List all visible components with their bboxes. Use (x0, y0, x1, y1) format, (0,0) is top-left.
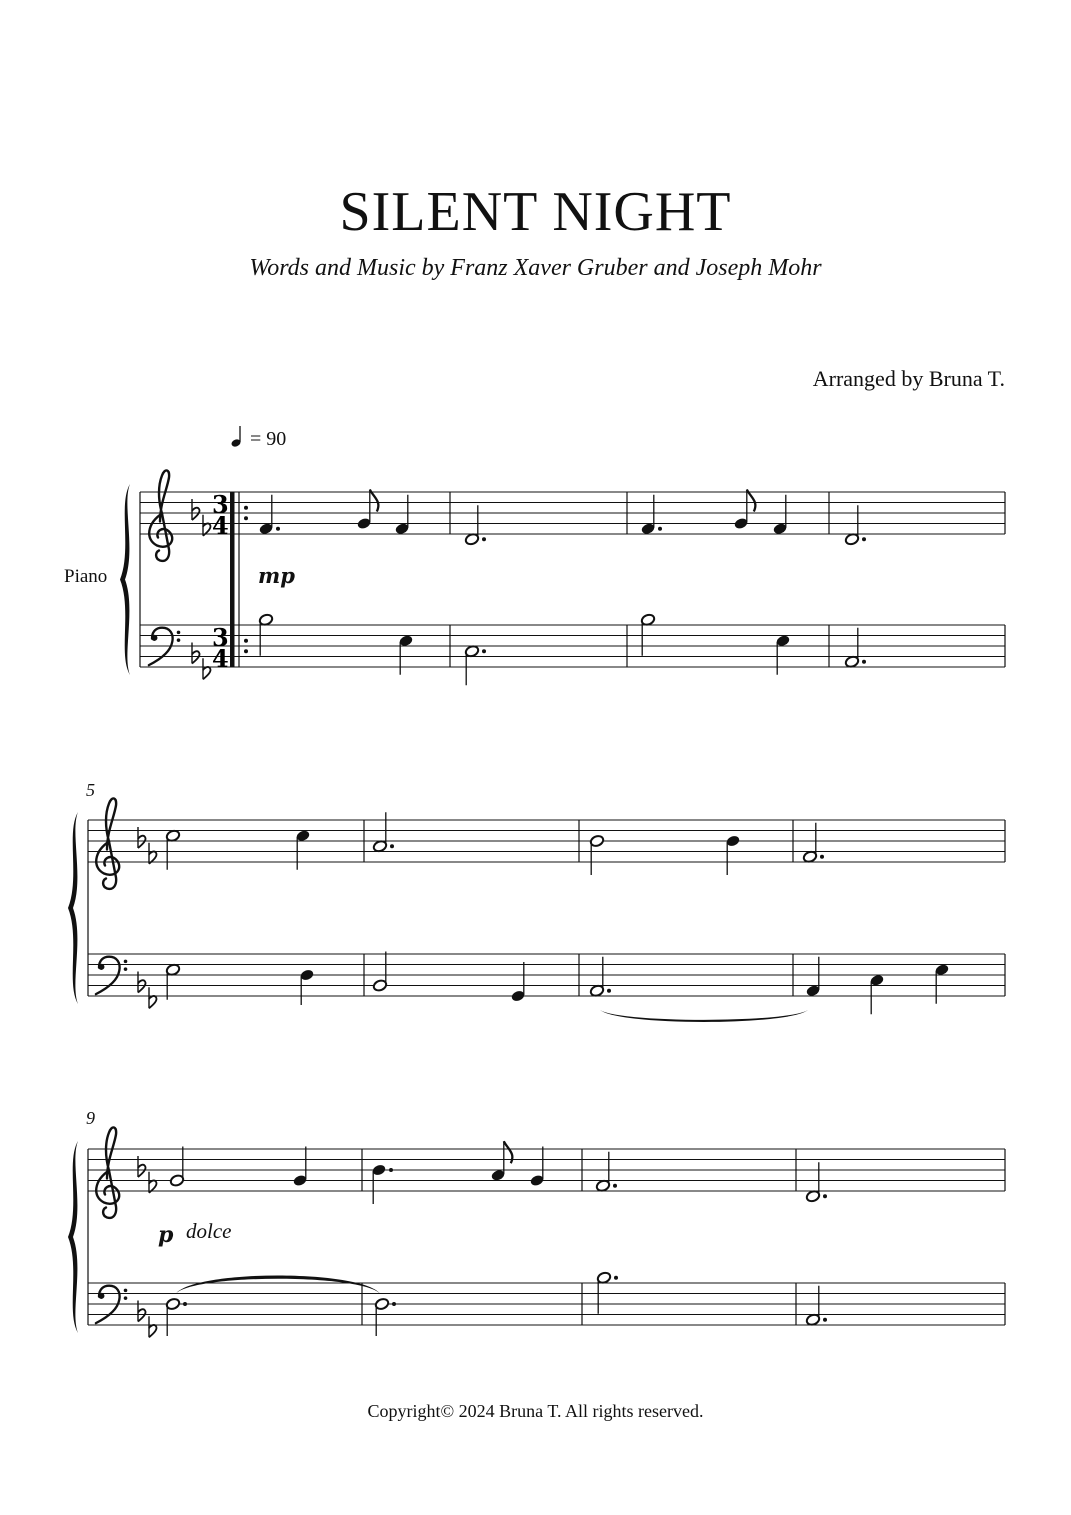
augmentation-dot (862, 660, 866, 664)
note (292, 1147, 307, 1188)
time-sig-top: 3 (212, 623, 229, 652)
note (640, 495, 662, 536)
grand-staff-brace (68, 1141, 78, 1333)
note (596, 1271, 618, 1314)
augmentation-dot (244, 506, 248, 510)
system-2 (68, 780, 1005, 1022)
augmentation-dot (389, 1168, 393, 1172)
augmentation-dot (183, 1302, 187, 1306)
page-title: SILENT NIGHT (339, 181, 732, 243)
time-sig-bottom: 4 (212, 511, 229, 540)
note (258, 613, 273, 656)
note (844, 628, 866, 669)
eighth-flag (370, 490, 379, 512)
note (165, 829, 180, 870)
augmentation-dot (244, 639, 248, 643)
note (805, 957, 820, 998)
tie (176, 1276, 380, 1294)
note (529, 1147, 544, 1188)
treble-clef-icon (96, 1127, 119, 1218)
note (725, 834, 740, 875)
augmentation-dot (276, 527, 280, 531)
note (802, 823, 824, 864)
grand-staff-brace (120, 484, 130, 675)
note (165, 1297, 187, 1336)
note (934, 963, 949, 1004)
note (775, 634, 790, 675)
augmentation-dot (390, 844, 394, 848)
augmentation-dot (482, 537, 486, 541)
grand-staff-brace (68, 812, 78, 1004)
augmentation-dot (820, 855, 824, 859)
note (640, 613, 655, 656)
note (299, 968, 314, 1005)
augmentation-dot (658, 527, 662, 531)
arranger-credit: Arranged by Bruna T. (812, 366, 1005, 391)
note (805, 1286, 827, 1327)
note (589, 957, 611, 998)
tempo-value: = 90 (250, 428, 287, 450)
copyright-notice: Copyright© 2024 Bruna T. All rights reserved. (367, 1401, 704, 1421)
key-flat-e (149, 987, 157, 1008)
augmentation-dot (244, 649, 248, 653)
note (490, 1141, 512, 1182)
note (464, 505, 486, 546)
augmentation-dot (613, 1184, 617, 1188)
system-1 (120, 470, 1005, 685)
composer-credit: Words and Music by Franz Xaver Gruber and Joseph Mohr (249, 255, 822, 281)
measure-number: 9 (86, 1108, 95, 1128)
augmentation-dot (823, 1318, 827, 1322)
note (258, 495, 280, 536)
key-flat-e (203, 658, 211, 679)
measure-number: 5 (86, 780, 95, 800)
note (165, 963, 180, 1000)
key-flat-e (149, 1172, 157, 1193)
augmentation-dot (607, 989, 611, 993)
augmentation-dot (244, 516, 248, 520)
note (374, 1297, 396, 1336)
expression-dolce: dolce (186, 1219, 232, 1243)
augmentation-dot (823, 1194, 827, 1198)
augmentation-dot (482, 649, 486, 653)
note (169, 1147, 184, 1188)
note (398, 634, 413, 675)
note (372, 952, 387, 993)
tie (600, 1010, 808, 1022)
treble-clef-icon (96, 798, 119, 889)
note (595, 1152, 617, 1193)
note (371, 1163, 393, 1204)
note (772, 495, 787, 536)
dynamic-p: p (158, 1222, 174, 1248)
note (805, 1162, 827, 1203)
note (356, 490, 378, 531)
note (372, 812, 394, 853)
augmentation-dot (862, 537, 866, 541)
key-flat-e (149, 843, 157, 864)
note (733, 490, 755, 531)
note (869, 974, 884, 1015)
note (295, 829, 310, 870)
note (844, 505, 866, 546)
augmentation-dot (614, 1276, 618, 1280)
augmentation-dot (392, 1302, 396, 1306)
key-flat-e (203, 515, 211, 536)
key-flat-e (149, 1316, 157, 1337)
eighth-flag (747, 490, 756, 512)
note (589, 834, 604, 875)
repeat-start-thick (230, 492, 235, 667)
note (510, 962, 525, 1003)
instrument-label: Piano (64, 566, 108, 587)
treble-clef-icon (149, 470, 172, 561)
system-3 (68, 1108, 1005, 1337)
note (394, 495, 409, 536)
dynamic-mp: mp (258, 563, 295, 588)
time-sig-top: 3 (212, 490, 229, 519)
note (464, 645, 486, 686)
time-sig-bottom: 4 (212, 644, 229, 673)
